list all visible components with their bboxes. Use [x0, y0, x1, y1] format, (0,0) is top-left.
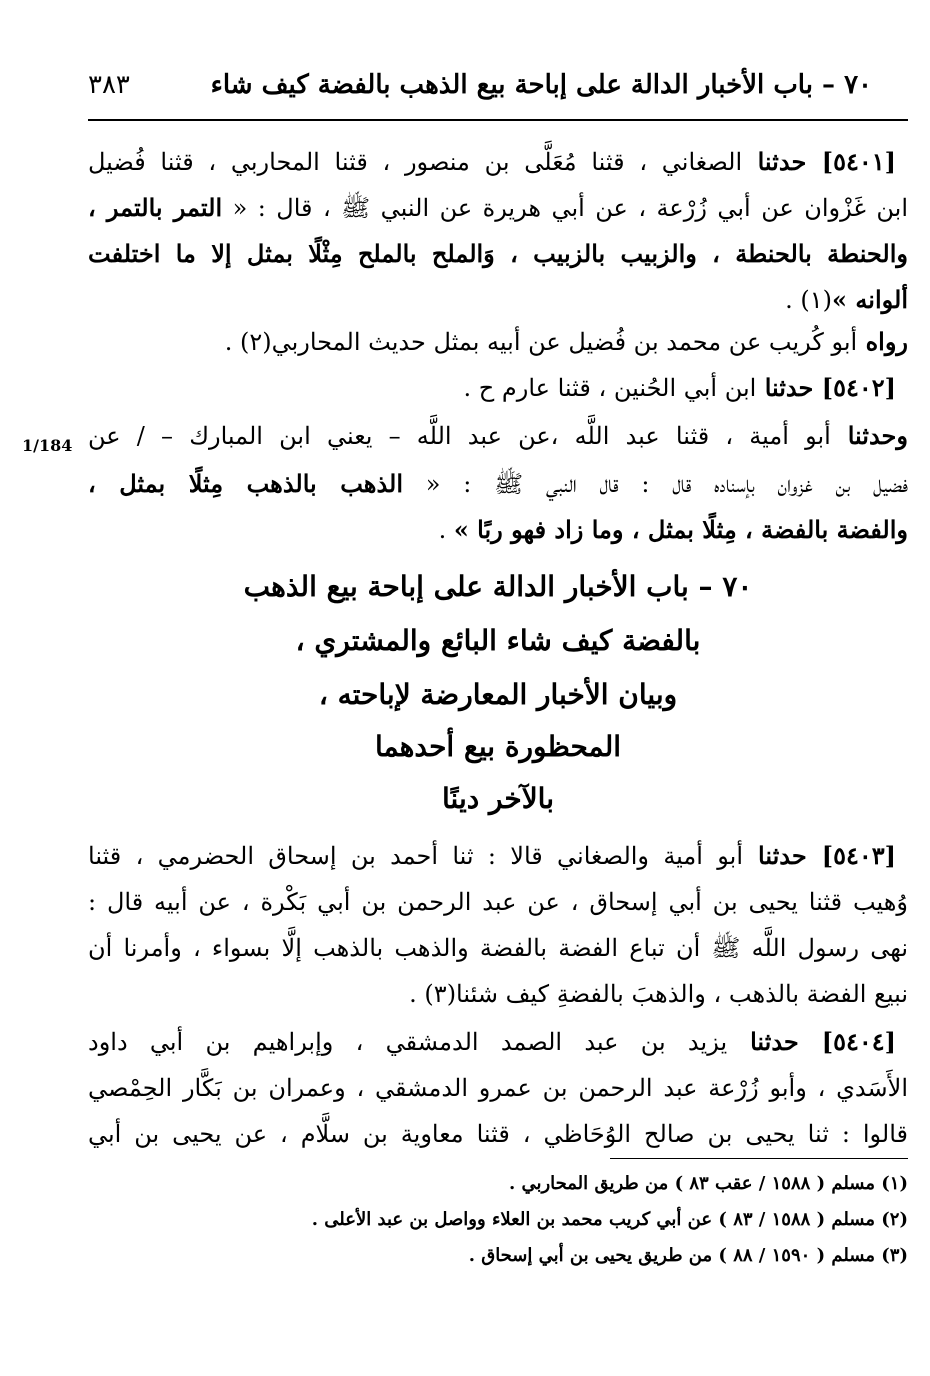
hadith-number: [٥٤٠٢] حدثنا	[756, 373, 896, 402]
text-run: ابن غَزْوان عن أبي زُرْعة ، عن أبي هريرة عن النبي ﷺ ، قال : «	[222, 194, 908, 222]
text-line	[88, 186, 908, 230]
matn-text: الذهب بالذهب مِثلًا بمثل ،	[88, 469, 404, 498]
chapter-heading-line: المحظورة بيع أحدهما	[374, 730, 622, 763]
footnote-divider	[610, 1158, 908, 1159]
text-line	[88, 1020, 908, 1064]
chapter-heading-line: ٧٠ – باب الأخبار الدالة على إباحة بيع الذهب	[243, 570, 753, 603]
text-run: فضيل بن غزوان بإسناده قال : قال النبي ﷺ : «	[403, 470, 908, 498]
text-run: .	[438, 516, 454, 544]
text-line	[88, 462, 908, 506]
text-line	[88, 320, 908, 364]
chapter-heading-line: وبيان الأخبار المعارضة لإباحته ،	[318, 678, 678, 711]
margin-folio-note: 1/184	[22, 436, 73, 455]
hadith-number: [٥٤٠١] حدثنا	[742, 147, 897, 176]
text-line: الأَسَدي ، وأبو زُرْعة عبد الرحمن بن عمرو الدمشقي ، وعمران بن بَكَّار الحِمْصي	[88, 1074, 908, 1102]
text-line: وُهيب قثنا يحيى بن أبي إسحاق ، عن عبد الرحمن بن أبي بَكْرة ، عن أبيه قال :	[88, 888, 908, 916]
header-divider	[88, 119, 908, 121]
text-line	[88, 366, 908, 410]
matn-text: التمر بالتمر ،	[88, 193, 223, 222]
footnote: (٢) مسلم ( ١٥٨٨ / ٨٣ ) عن أبي كريب محمد بن العلاء وواصل بن عبد الأعلى .	[311, 1209, 908, 1230]
text-line	[88, 508, 908, 552]
header-title: ٧٠ – باب الأخبار الدالة على إباحة بيع الذهب بالفضة كيف شاء	[210, 70, 872, 100]
chapter-heading-line: بالفضة كيف شاء البائع والمشتري ،	[295, 624, 701, 657]
page-number: ٣٨٣	[88, 70, 130, 100]
text-line	[88, 140, 908, 184]
text-run: أبو كُريب عن محمد بن فُضيل عن أبيه بمثل حديث المحاربي(٢) .	[224, 328, 858, 356]
text-run: الصغاني ، قثنا مُعَلَّى بن منصور ، قثنا المحاربي ، قثنا فُضيل	[88, 148, 743, 176]
footnote: (٣) مسلم ( ١٥٩٠ / ٨٨ ) من طريق يحيى بن أبي إسحاق .	[468, 1245, 908, 1266]
matn-text: والفضة بالفضة ، مِثلًا بمثل ، وما زاد فهو ربًا »	[453, 515, 908, 544]
text-run: وحدثنا	[830, 421, 908, 450]
text-run: أبو أمية ، قثنا عبد اللَّه ،عن عبد اللَّه – يعني ابن المبارك – / عن	[88, 422, 831, 450]
hadith-number: [٥٤٠٤] حدثنا	[727, 1027, 897, 1056]
running-header	[88, 66, 908, 112]
text-line: نبيع الفضة بالذهب ، والذهبَ بالفضةِ كيف شئنا(٣) .	[409, 980, 908, 1008]
footnote: (١) مسلم ( ١٥٨٨ / عقب ٨٣ ) من طريق المحاربي .	[508, 1173, 908, 1194]
text-run: يزيد بن عبد الصمد الدمشقي ، وإبراهيم بن أبي داود	[88, 1028, 728, 1056]
text-line: نهى رسول اللَّه ﷺ أن تباع الفضة بالفضة والذهب بالذهب إلَّا بسواء ، وأمرنا أن	[88, 934, 908, 962]
matn-line: والحنطة بالحنطة ، والزبيب بالزبيب ، وَالملح بالملح مِثْلًا بمثل إلا ما اختلفت	[88, 239, 908, 268]
matn-text: ألوانه »	[832, 285, 908, 314]
text-line	[88, 278, 908, 322]
footnote-ref: (١) .	[785, 286, 833, 314]
text-line	[88, 834, 908, 878]
text-line: قالوا : ثنا يحيى بن صالح الوُحَاظي ، قثنا معاوية بن سلَّام ، عن يحيى بن أبي	[88, 1120, 908, 1148]
text-run: ابن أبي الحُنين ، قثنا عارم ح .	[463, 374, 757, 402]
text-line	[88, 414, 908, 458]
text-run: رواه	[857, 327, 908, 356]
chapter-heading-line: بالآخر دينًا	[441, 782, 555, 815]
text-run: أبو أمية والصغاني قالا : ثنا أحمد بن إسحاق الحضرمي ، قثنا	[88, 842, 743, 870]
hadith-number: [٥٤٠٣] حدثنا	[743, 841, 897, 870]
